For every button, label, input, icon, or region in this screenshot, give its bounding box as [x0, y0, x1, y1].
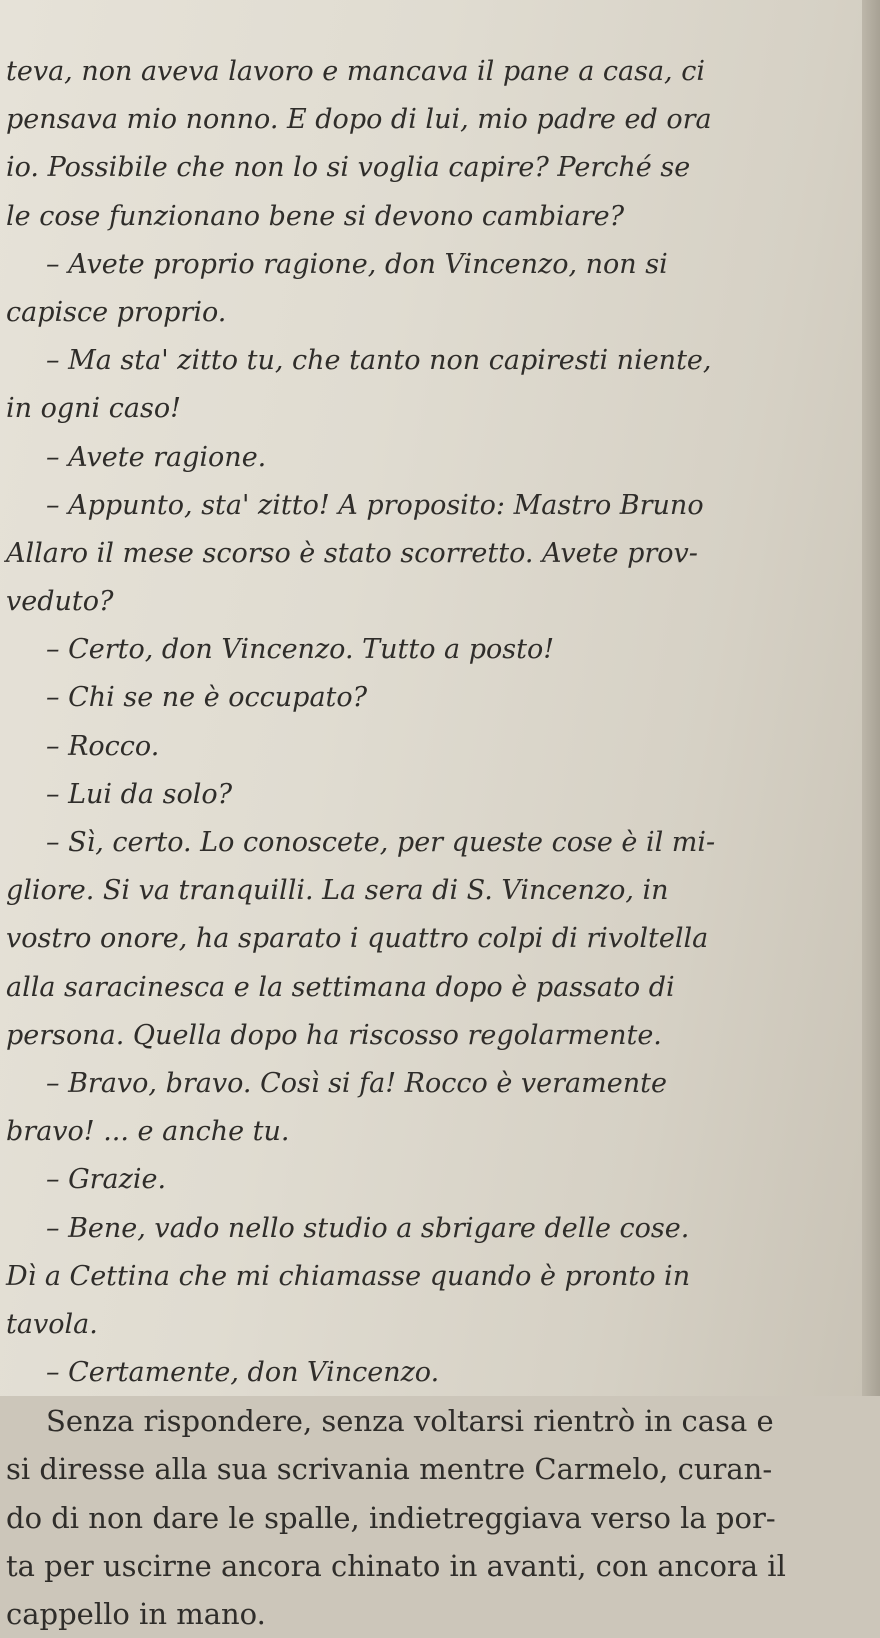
- text-line: – Chi se ne è occupato?: [46, 682, 368, 714]
- text-line: alla saracinesca e la settimana dopo è passato di: [6, 971, 675, 1003]
- text-line: – Ma sta' zitto tu, che tanto non capiresti niente,: [46, 345, 712, 377]
- text-line: – Bravo, bravo. Così si fa! Rocco è veramente: [46, 1067, 667, 1099]
- text-line: – Appunto, sta' zitto! A proposito: Mastro Bruno: [46, 489, 704, 521]
- text-line: – Certamente, don Vincenzo.: [46, 1357, 440, 1389]
- text-line: – Sì, certo. Lo conoscete, per queste cose è il mi-: [46, 827, 716, 858]
- text-line: le cose funzionano bene si devono cambiare?: [6, 200, 625, 232]
- text-line: gliore. Si va tranquilli. La sera di S. Vincenzo, in: [6, 875, 669, 907]
- text-line: ta per uscirne ancora chinato in avanti, con ancora il: [6, 1548, 786, 1583]
- text-line: io. Possibile che non lo si voglia capire? Perché se: [6, 152, 691, 184]
- text-line: bravo! ... e anche tu.: [6, 1116, 290, 1148]
- text-line: Allaro il mese scorso è stato scorretto. Avete prov-: [6, 537, 698, 569]
- text-line: pensava mio nonno. E dopo di lui, mio padre ed ora: [6, 104, 712, 136]
- text-line: in ogni caso!: [6, 393, 181, 425]
- page-text: [6, 48, 856, 1638]
- text-line: Dì a Cettina che mi chiamasse quando è pronto in: [6, 1260, 691, 1292]
- text-line: teva, non aveva lavoro e mancava il pane a casa, ci: [6, 56, 705, 87]
- text-line: – Avete proprio ragione, don Vincenzo, non si: [46, 248, 668, 280]
- text-line: cappello in mano.: [6, 1597, 266, 1631]
- text-line: – Grazie.: [46, 1164, 167, 1196]
- text-line: – Certo, don Vincenzo. Tutto a posto!: [46, 634, 555, 666]
- text-line: – Rocco.: [46, 730, 160, 762]
- text-line: – Lui da solo?: [46, 778, 233, 810]
- text-line: veduto?: [6, 586, 114, 618]
- text-line: – Avete ragione.: [46, 441, 267, 473]
- text-line: persona. Quella dopo ha riscosso regolarmente.: [6, 1019, 662, 1051]
- text-line: vostro onore, ha sparato i quattro colpi di rivoltella: [6, 923, 709, 955]
- text-line: Senza rispondere, senza voltarsi rientrò in casa e: [46, 1404, 774, 1439]
- text-line: tavola.: [6, 1308, 98, 1340]
- text-line: – Bene, vado nello studio a sbrigare delle cose.: [46, 1212, 690, 1244]
- page-edge: [862, 0, 880, 1396]
- text-line: si diresse alla sua scrivania mentre Carmelo, curan-: [6, 1452, 773, 1487]
- text-line: do di non dare le spalle, indietreggiava verso la por-: [6, 1500, 776, 1535]
- text-line: capisce proprio.: [6, 296, 227, 328]
